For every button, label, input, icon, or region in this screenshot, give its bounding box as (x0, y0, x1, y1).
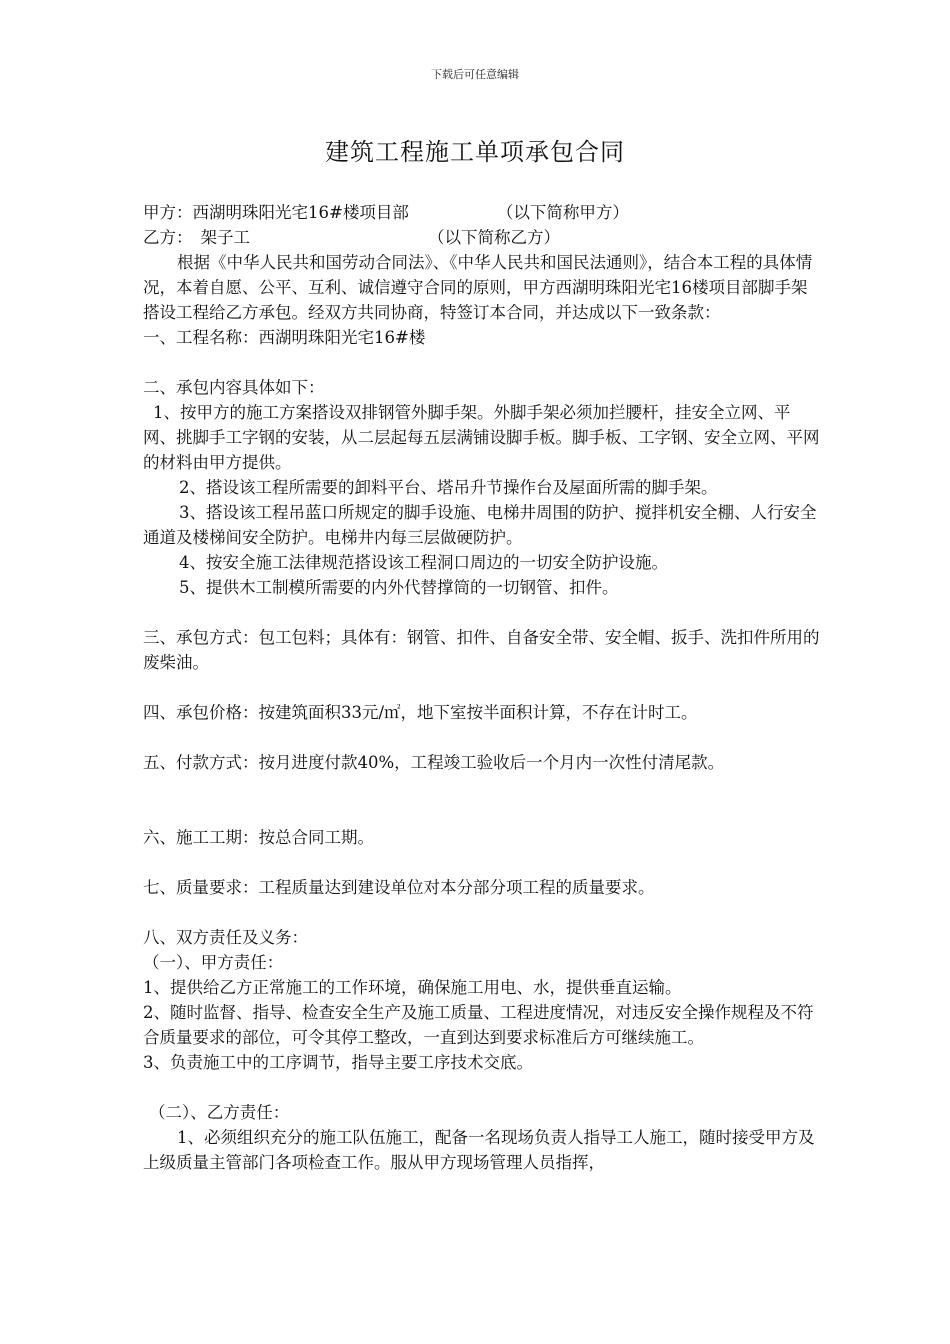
section-4: 四、承包价格：按建筑面积33元/㎡，地下室按半面积计算，不存在计时工。 (143, 703, 698, 722)
party-b-label: 乙方： (143, 228, 193, 247)
section-2-item-4: 4、按安全施工法律规范搭设该工程洞口周边的一切安全防护设施。 (179, 553, 668, 572)
intro-paragraph: 根据《中华人民共和国劳动合同法》、《中华人民共和国民法通则》，结合本工程的具体情况，本着自愿、公平、互利、诚信遵守合同的原则，甲方西湖明珠阳光宅16楼项目部脚手架搭设工程给乙方承包。经双方共同协商，特签订本合同，并达成以下一致条款： (143, 253, 813, 322)
section-5: 五、付款方式：按月进度付款40%，工程竣工验收后一个月内一次性付清尾款。 (143, 753, 725, 772)
section-1: 一、工程名称：西湖明珠阳光宅16#楼 (143, 328, 426, 347)
blank-line (143, 775, 823, 800)
blank-line (143, 725, 823, 750)
document-title: 建筑工程施工单项承包合同 (325, 138, 625, 166)
section-6: 六、施工工期：按总合同工期。 (143, 828, 374, 847)
section-8-b-title: （二）、乙方责任： (149, 1103, 290, 1122)
party-a-label: 甲方： (143, 203, 193, 222)
blank-line (143, 800, 823, 825)
blank-line (143, 900, 823, 925)
section-2-item-1: 1、按甲方的施工方案搭设双排钢管外脚手架。外脚手架必须加拦腰杆，挂安全立网、平网、挑脚手工字钢的安装，从二层起每五层满铺设脚手板。脚手板、工字钢、安全立网、平网的材料由甲方提供。 (143, 403, 820, 472)
section-2-item-5: 5、提供木工制模所需要的内外代替撑筒的一切钢管、扣件。 (179, 578, 619, 597)
header-note: 下载后可任意编辑 (431, 68, 519, 81)
party-a-line (143, 200, 823, 225)
section-7: 七、质量要求：工程质量达到建设单位对本分部分项工程的质量要求。 (143, 878, 655, 897)
section-8-a-item-1: 1、提供给乙方正常施工的工作环境，确保施工用电、水，提供垂直运输。 (143, 978, 682, 997)
blank-line (143, 1075, 823, 1100)
blank-line (143, 675, 823, 700)
section-8-a-item-3: 3、负责施工中的工序调节，指导主要工序技术交底。 (143, 1053, 533, 1072)
section-8-title: 八、双方责任及义务： (143, 928, 308, 947)
party-a-alias: （以下简称甲方） (496, 203, 629, 222)
party-b-line (143, 225, 823, 250)
section-2-title: 二、承包内容具体如下： (143, 378, 325, 397)
blank-line (143, 350, 823, 375)
section-2-item-3: 3、搭设该工程吊蓝口所规定的脚手设施、电梯井周围的防护、搅拌机安全棚、人行安全通道及楼梯间安全防护。电梯井内每三层做硬防护。 (143, 503, 817, 547)
document-body (143, 200, 823, 1175)
party-b-name: 架子工 (200, 228, 250, 247)
blank-line (143, 600, 823, 625)
section-8-a-item-2: 2、随时监督、指导、检查安全生产及施工质量、工程进度情况，对违反安全操作规程及不符合质量要求的部位，可令其停工整改，一直到达到要求标准后方可继续施工。 (143, 1003, 814, 1047)
party-b-alias: （以下简称乙方） (428, 228, 560, 247)
section-2-item-2: 2、搭设该工程所需要的卸料平台、塔吊升节操作台及屋面所需的脚手架。 (179, 478, 718, 497)
section-8-b-item-1: 1、必须组织充分的施工队伍施工，配备一名现场负责人指导工人施工，随时接受甲方及上级质量主管部门各项检查工作。服从甲方现场管理人员指挥， (143, 1128, 815, 1172)
party-a-name: 西湖明珠阳光宅16#楼项目部 (192, 203, 409, 222)
section-3: 三、承包方式：包工包料；具体有：钢管、扣件、自备安全带、安全帽、扳手、洗扣件所用的废柴油。 (143, 628, 820, 672)
section-8-a-title: （一）、甲方责任： (143, 953, 284, 972)
blank-line (143, 850, 823, 875)
